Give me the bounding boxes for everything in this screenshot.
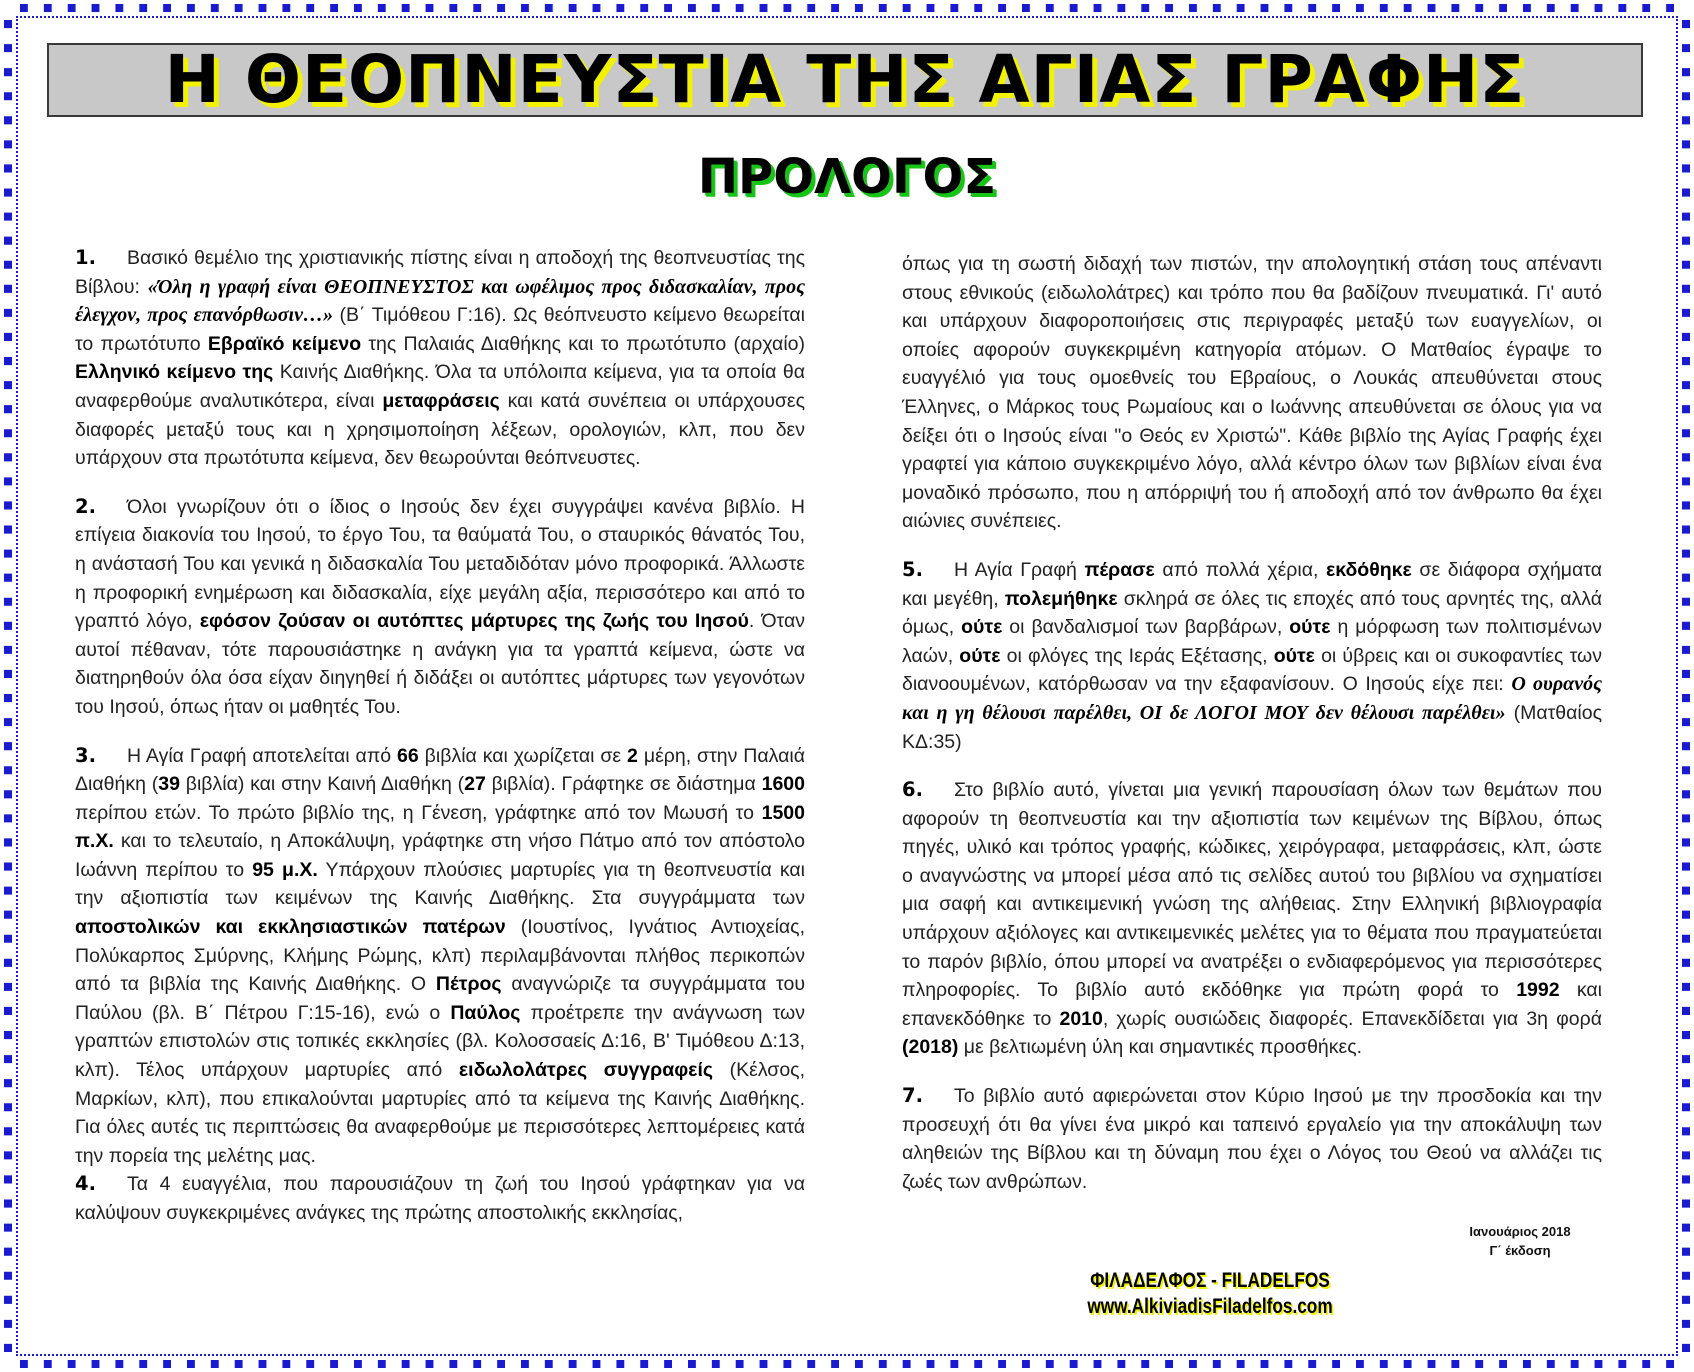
paragraph-text: (Ιουστίνος, Ιγνάτιος Αντιοχείας, Πολύκαρπος Σμύρνης, Κλήμης Ρώμης, κλπ) περιλαμβάνονται πλήθος περικοπών από τα βιβλία της Καινής Διαθήκης. Ο <box>75 916 805 996</box>
paragraph-text: περίπου ετών. Το πρώτο βιβλίο της, η Γένεση, γράφτηκε από τον Μωυσή το <box>75 801 762 824</box>
paragraph-number: 5. <box>902 557 923 581</box>
paragraph-4-continued <box>902 250 1602 536</box>
paragraph-7 <box>902 1082 1602 1196</box>
emphasis-text: Πέτρος <box>435 973 502 996</box>
paragraph-number: 4. <box>75 1172 96 1196</box>
left-column <box>75 244 805 1228</box>
paragraph-text: με βελτιωμένη ύλη και σημαντικές προσθήκες. <box>958 1036 1363 1059</box>
section-title: ΠΡΟΛΟΓΟΣ <box>697 149 997 205</box>
paragraph-text: από πολλά χέρια, <box>1154 558 1326 581</box>
paragraph-text: και κατά συνέπεια οι υπάρχουσες διαφορές μεταξύ τους και η χρησιμοποίηση λέξεων, ορολογιών, κλπ, που δεν υπάρχουν στα πρωτότυπα κείμενα, δεν θεωρούνται θεόπνευστες. <box>75 389 805 470</box>
paragraph-3 <box>75 742 805 1171</box>
paragraph-number: 3. <box>75 743 96 767</box>
paragraph-text: βιβλία και χωρίζεται σε <box>418 744 628 767</box>
emphasis-text: πέρασε <box>1084 558 1155 581</box>
paragraph-number: 1. <box>75 246 96 269</box>
paragraph-text: όπως για τη σωστή διδαχή των πιστών, την απολογητική στάση τους απέναντι στους εθνικούς (ειδωλολάτρες) και τρόπο που θα βαδίζουν πνευματικά. Γι' αυτό και υπάρχουν διαφοροποιήσεις στις περιγραφές μεταξύ των ευαγγελίων, οι οποίες αφορούν συγκεκριμένη κατηγορία ατόμων. Ο Ματθαίος έγραψε το ευαγγέλιό για τους ομοεθνείς του Εβραίους, ο Λουκάς απευθύνεται στους Έλληνες, ο Μάρκος τους Ρωμαίους και ο Ιωάννης απευθύνεται σε όλους για να δείξει ότι ο Ιησούς είναι "ο Θεός εν Χριστώ". Κάθε βιβλίο της Αγίας Γραφής έχει γραφτεί για κάποιο συγκεκριμένο λόγο, αλλά κέντρο όλων των βιβλίων είναι ένα μοναδικό πρόσωπο, που η απόρριψή του ή αποδοχή από τον άνθρωπο θα έχει αιώνιες συνέπειες. <box>902 253 1602 533</box>
paragraph-text: (Κέλσος, Μαρκίων, κλπ), που επικαλούνται μαρτυρίες από τα κείμενα της Καινής Διαθήκης. Για όλες αυτές τις περιπτώσεις θα αναφερθούμε με περισσότερες λεπτομέρειες κατά την πορεία της μελέτης μας. <box>75 1059 805 1167</box>
paragraph-number: 7. <box>902 1084 923 1108</box>
emphasis-text: 95 μ.Χ. <box>252 858 318 881</box>
paragraph-text: . Όταν αυτοί πέθαναν, τότε παρουσιάστηκε η ανάγκη για τα γραπτά κείμενα, ώστε να διατηρηθούν όλα όσα είχαν διηγηθεί ή διδάξει οι αυτόπτες μάρτυρες των γεγονότων του Ιησού, όπως ήταν οι μαθητές Του. <box>75 610 805 718</box>
emphasis-text: ούτε <box>1289 616 1331 639</box>
emphasis-text: 1992 <box>1516 979 1560 1002</box>
emphasis-text: 27 <box>464 773 486 796</box>
paragraph-text: Καινής Διαθήκης. Όλα τα υπόλοιπα κείμενα, για τα οποία θα αναφερθούμε αναλυτικότερα, είναι <box>75 361 805 412</box>
paragraph-text: Η Αγία Γραφή <box>954 558 1085 581</box>
paragraph-text: και το τελευταίο, η Αποκάλυψη, γράφτηκε στη νήσο Πάτμο από τον απόστολο Ιωάννη περίπου το <box>75 830 805 881</box>
emphasis-text: αποστολικών και εκκλησιαστικών πατέρων <box>75 916 506 939</box>
paragraph-text: Τα 4 ευαγγέλια, που παρουσιάζουν τη ζωή του Ιησού γράφτηκαν για να καλύψουν συγκεκριμένες ανάγκες της πρώτης αποστολικής εκκλησίας, <box>75 1173 805 1224</box>
paragraph-text: Στο βιβλίο αυτό, γίνεται μια γενική παρουσίαση όλων των θεμάτων που αφορούν τη θεοπνευστία και την αξιοπιστία των κειμένων της Βίβλου, όπως πηγές, υλικό και τρόπος γραφής, κώδικες, χειρόγραφα, μεταφράσεις, κλπ, ώστε ο αναγνώστης να μπορεί μέσα από τις σελίδες αυτού του βιβλίου να σχηματίσει μια σαφή και αντικειμενική γνώση της αλήθειας. Στην Ελληνική βιβλιογραφία υπάρχουν αξιόλογες και αντικειμενικές μελέτες για το θέματα που πραγματεύεται το παρόν βιβλίο, όπου μπορεί να ανατρέξει ο ενδιαφερόμενος για περισσότερες πληροφορίες. Το βιβλίο αυτό εκδόθηκε για πρώτη φορά το <box>902 779 1602 1002</box>
scripture-quote: Ο ουρανός και η γη θέλουσι παρέλθει, ΟΙ δε ΛΟΓΟΙ ΜΟΥ δεν θέλουσι παρέλθει» <box>902 673 1602 724</box>
paragraph-1 <box>75 244 805 473</box>
paragraph-number: 6. <box>902 778 923 802</box>
paragraph-text: αναγνώριζε τα συγγράμματα του Παύλου (βλ. Β΄ Πέτρου Γ:15-16), ενώ ο <box>75 973 805 1024</box>
paragraph-text: βιβλία) και στην Καινή Διαθήκη ( <box>179 773 465 796</box>
paragraph-2 <box>75 493 805 722</box>
edition-number: Γ΄ έκδοση <box>1489 1243 1551 1258</box>
author-website[interactable]: www.AlkiviadisFiladelfos.com <box>1087 1295 1333 1318</box>
paragraph-number: 2. <box>75 494 96 518</box>
emphasis-text: ούτε <box>959 644 1001 667</box>
paragraph-text: η μόρφωση των πολιτισμένων λαών, <box>902 616 1602 667</box>
paragraph-text: βιβλία). Γράφτηκε σε διάστημα <box>485 773 762 796</box>
emphasis-text: ειδωλολάτρες συγγραφείς <box>458 1059 713 1082</box>
paragraph-text: μέρη, στην Παλαιά Διαθήκη ( <box>75 744 805 796</box>
paragraph-text: (Β΄ Τιμόθεου Γ:16). Ως θεόπνευστο κείμενο θεωρείται το πρωτότυπο <box>75 304 805 355</box>
paragraph-text: Όλοι γνωρίζουν ότι ο ίδιος ο Ιησούς δεν έχει συγγράψει κανένα βιβλίο. Η επίγεια διακονία του Ιησού, το έργο Του, τα θαύματά Του, ο σταυρικός θάνατός Του, η ανάστασή Του και γενικά η διδασκαλία Του μεταδιδόταν μόνο προφορικά. Άλλωστε η προφορική ενημέρωση και διδασκαλία, είχε μεγάλη αξία, περισσότερο και από το γραπτό λόγο, <box>75 495 805 633</box>
emphasis-text: Εβραϊκό κείμενο <box>207 332 362 355</box>
scripture-quote: «Όλη η γραφή είναι ΘΕΟΠΝΕΥΣΤΟΣ και ωφέλιμος προς διδασκαλίαν, προς έλεγχον, προς επανόρθωσιν…» <box>75 275 805 327</box>
title-banner <box>47 43 1643 117</box>
paragraph-4-start <box>75 1170 805 1227</box>
paragraph-6 <box>902 776 1602 1062</box>
emphasis-text: Ελληνικό κείμενο της <box>75 361 274 384</box>
paragraph-text: , χωρίς ουσιώδεις διαφορές. Επανεκδίδεται για 3η φορά <box>1102 1007 1602 1030</box>
emphasis-text: εφόσον ζούσαν οι αυτόπτες μάρτυρες της ζωής του Ιησού <box>199 610 749 633</box>
emphasis-text: 66 <box>397 744 419 767</box>
emphasis-text: μεταφράσεις <box>382 389 500 412</box>
author-signature <box>1038 1268 1382 1320</box>
paragraph-text: οι βανδαλισμοί των βαρβάρων, <box>1002 616 1290 639</box>
emphasis-text: ούτε <box>1273 644 1315 667</box>
paragraph-text: (Ματθαίος ΚΔ:35) <box>902 701 1602 753</box>
emphasis-text: Παύλος <box>450 1001 521 1024</box>
paragraph-text: οι φλόγες της Ιεράς Εξέτασης, <box>1000 644 1274 667</box>
paragraph-5 <box>902 556 1602 756</box>
paragraph-text: σε διάφορα σχήματα και μεγέθη, <box>902 558 1603 610</box>
right-column <box>902 250 1602 1216</box>
paragraph-text: της Παλαιάς Διαθήκης και το πρωτότυπο (αρχαίο) <box>361 332 805 355</box>
paragraph-text: οι ύβρεις και οι συκοφαντίες των διανοουμένων, κατόρθωσαν να την εξαφανίσουν. Ο Ιησούς είχε πει: <box>902 644 1602 696</box>
paragraph-text: Υπάρχουν πλούσιες μαρτυρίες για τη θεοπνευστία και την αξιοπιστία των κειμένων της Καινής Διαθήκης. Στα συγγράμματα των <box>75 858 805 910</box>
emphasis-text: 2010 <box>1059 1007 1103 1030</box>
emphasis-text: 39 <box>158 773 180 796</box>
emphasis-text: (2018) <box>902 1036 959 1059</box>
paragraph-text: Το βιβλίο αυτό αφιερώνεται στον Κύριο Ιησού με την προσδοκία και την προσευχή ότι θα γίνει ένα μικρό και ταπεινό εργαλείο για την αποκάλυψη των αληθειών της Βίβλου και τη δύναμη που έχει ο Λόγος του Θεού να αλλάζει τις ζωές των ανθρώπων. <box>902 1085 1602 1193</box>
emphasis-text: εκδόθηκε <box>1326 558 1412 581</box>
paragraph-text: Η Αγία Γραφή αποτελείται από <box>127 744 398 767</box>
paragraph-text: και επανεκδόθηκε το <box>902 979 1603 1030</box>
author-name: ΦΙΛΑΔΕΛΦΟΣ - FILADELFOS <box>1090 1269 1330 1292</box>
paragraph-text: σκληρά σε όλες τις εποχές από τους αρνητές της, αλλά όμως, <box>902 587 1602 639</box>
emphasis-text: ούτε <box>961 616 1003 639</box>
paragraph-text: Βασικό θεμέλιο της χριστιανικής πίστης είναι η αποδοχή της θεοπνευστίας της Βίβλου: <box>75 247 805 298</box>
emphasis-text: πολεμήθηκε <box>1004 587 1118 610</box>
page-title: Η ΘΕΟΠΝΕΥΣΤΙΑ ΤΗΣ ΑΓΙΑΣ ΓΡΑΦΗΣ <box>164 41 1526 118</box>
edition-info <box>1430 1222 1610 1260</box>
paragraph-text: προέτρεπε την ανάγνωση των γραπτών επιστολών στις τοπικές εκκλησίες (βλ. Κολοσσαείς Δ:16, Β' Τιμόθεου Δ:13, κλπ). Τέλος υπάρχουν μαρτυρίες από <box>75 1001 805 1082</box>
emphasis-text: 1500 π.Χ. <box>75 801 805 853</box>
emphasis-text: 1600 <box>761 773 805 796</box>
emphasis-text: 2 <box>627 744 638 767</box>
edition-date: Ιανουάριος 2018 <box>1469 1224 1571 1239</box>
